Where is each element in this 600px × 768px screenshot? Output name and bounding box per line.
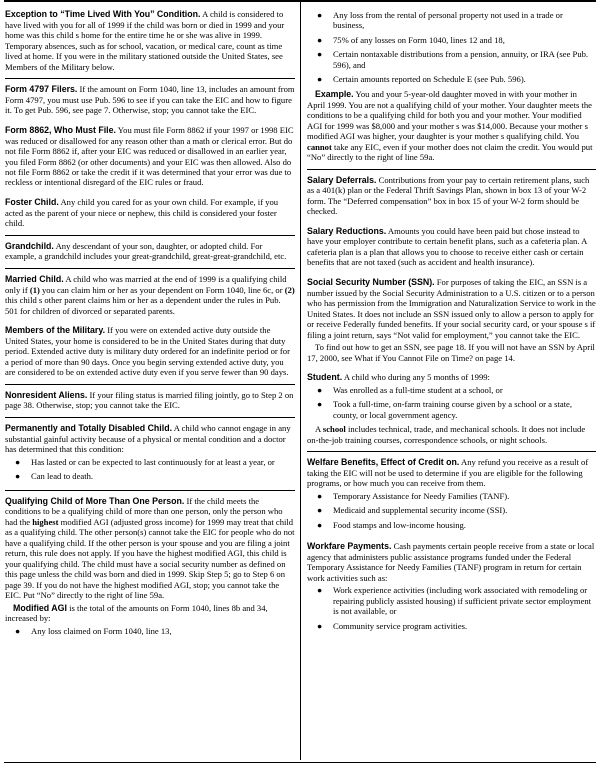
bullet-icon: ●: [317, 505, 323, 516]
salary-reductions-text: Amounts you could have been paid but chose instead to have your employer contribute to certain benefit plans, such as a cafeteria plan. A cafeteria plan is a plan that allows you to choose to receive either cash or certain benefits that are not taxed (such as accident and health insurance).: [307, 225, 587, 268]
form8862-paragraph: [5, 125, 295, 188]
student-heading: Student.: [307, 371, 343, 382]
list-item: [307, 399, 596, 420]
bullet-icon: ●: [317, 384, 323, 395]
school-text-a: A: [315, 424, 323, 435]
grandchild-text: Any descendant of your son, daughter, or adopted child. For example, a grandchild includes your great-grandchild, great-great-grandchild, etc.: [5, 240, 287, 262]
left-column: [5, 6, 295, 644]
example-text-b: take any EIC, even if your mother does not claim the credit. You would put “No” directly to the right of line 59a.: [307, 141, 593, 163]
bullet-icon: ●: [15, 625, 21, 636]
salary-deferrals-text: Contributions from your pay to certain retirement plans, such as a 401(k) plan or the Federal Thrift Savings Plan, shown in box 13 of your W-2 form. The “Deferred compensation” box in box 15 of your W-2 form should be checked.: [307, 174, 590, 217]
welfare-heading: Welfare Benefits, Effect of Credit on.: [307, 457, 460, 468]
married-text-a: A child who was married at the end of 1999 is a qualifying child only if: [5, 273, 287, 295]
list-item: [307, 505, 596, 515]
list-item: [5, 457, 295, 467]
list-item-text: Community service program activities.: [333, 620, 468, 631]
modified-paragraph: [5, 603, 295, 624]
bottom-border: [4, 762, 596, 763]
workfare-list: [307, 585, 596, 631]
modified-text: is the total of the amounts on Form 1040, lines 8b and 34, increased by:: [5, 602, 268, 624]
list-item-text: Has lasted or can be expected to last continuously for at least a year, or: [31, 456, 275, 467]
section-student: [307, 369, 596, 452]
list-item: [307, 74, 596, 84]
form4797-heading: Form 4797 Filers.: [5, 84, 78, 95]
salary-reductions-paragraph: [307, 226, 596, 268]
list-item-text: Work experience activities (including work associated with remodeling or repairing publicly assisted housing) if sufficient private sector employment is not available, or: [333, 585, 592, 617]
exception-heading: Exception to “Time Lived With You” Condition.: [5, 9, 201, 19]
qualifying-highest: highest: [32, 516, 59, 527]
example-text-a: You and your 5-year-old daughter moved in with your mother in April 1999. You are not a qualifying child of your mother. Your daughter meets the conditions to be a qualifying child for both you and your mother. Your modified AGI for 1999 was $8,000 and your mother s was $14,000. Because your mother s modified AGI was higher, your daughter is your mother s qualifying child. You: [307, 88, 592, 142]
nonresident-text: If your filing status is married filing jointly, go to Step 2 on page 38. Otherwise, stop; you cannot take the EIC.: [5, 389, 294, 411]
bullet-icon: ●: [317, 620, 323, 631]
column-divider: [300, 2, 301, 760]
nonresident-heading: Nonresident Aliens.: [5, 389, 88, 400]
section-form4797: [5, 81, 295, 122]
disabled-paragraph: [5, 423, 295, 455]
welfare-paragraph: [307, 457, 596, 489]
school-word: school: [322, 424, 346, 435]
bullet-icon: ●: [15, 471, 21, 482]
foster-paragraph: [5, 197, 295, 229]
list-item-text: Medicaid and supplemental security income (SSI).: [333, 505, 508, 516]
salary-deferrals-paragraph: [307, 175, 596, 217]
modified-heading: Modified AGI: [13, 602, 67, 613]
section-ssn: [307, 274, 596, 369]
bullet-icon: ●: [317, 74, 323, 85]
example-heading: Example.: [315, 88, 354, 99]
list-item-text: Temporary Assistance for Needy Families (TANF).: [333, 490, 510, 501]
form8862-text: You must file Form 8862 if your 1997 or 1998 EIC was reduced or disallowed for any reason other than a math or clerical error. But do not file Form 8862 if, after your EIC was reduced or disallowed in an earlier year, you filed Form 8862 (or other documents) and your EIC was then allowed. Also do not file Form 8862 or take the credit if it was determined that your error was due to reckless or intentional disregard of the EIC rules or fraud.: [5, 124, 294, 188]
list-item-text: Food stamps and low-income housing.: [333, 519, 466, 530]
military-paragraph: [5, 325, 295, 378]
ssn-paragraph: [307, 277, 596, 340]
section-welfare: [307, 454, 596, 538]
list-item: [307, 621, 596, 631]
list-item: [307, 49, 596, 70]
workfare-paragraph: [307, 541, 596, 583]
welfare-list: [307, 491, 596, 530]
foster-heading: Foster Child.: [5, 196, 59, 207]
list-item: [307, 35, 596, 45]
list-item: [307, 520, 596, 530]
ssn-text: For purposes of taking the EIC, an SSN is a number issued by the Social Security Administration to a U.S. citizen or to a person who has permission from the Immigration and Naturalization Service to work in the United States. It does not include an SSN issued only to allow a person to apply for or receive Federally funded benefits. If your social security card, or your spouse s if filing a joint return, says “Not valid for employment,” you cannot take the EIC.: [307, 276, 596, 340]
list-item-text: Took a full-time, on-farm training course given by a school or a state, county, or local government agency.: [333, 399, 572, 420]
example-paragraph: [307, 89, 596, 163]
list-item-text: 75% of any losses on Form 1040, lines 12 and 18,: [333, 34, 505, 45]
bullet-icon: ●: [317, 399, 323, 410]
form4797-text: If the amount on Form 1040, line 13, includes an amount from Form 4797, you must use Pub. 596 to see if you can take the EIC and how to figure it. To get Pub. 596, see page 7. Otherwise, stop; you cannot take the EIC.: [5, 84, 295, 116]
section-married: [5, 271, 295, 322]
list-item: [307, 585, 596, 616]
married-heading: Married Child.: [5, 273, 64, 284]
salary-reductions-heading: Salary Reductions.: [307, 225, 387, 236]
bullet-icon: ●: [317, 585, 323, 596]
exception-text: A child is considered to have lived with you for all of 1999 if the child was born or died in 1999 and your home was this child s home for the entire time he or she was alive in 1999. Temporary absences, such as for school, vacation, or medical care, count as time lived at home. If you were in the military stationed outside the United States, see Members of the Military below.: [5, 9, 285, 72]
qualifying-paragraph: [5, 496, 295, 601]
married-text-b: you can claim him or her as your dependent on Form 1040, line 6c, or: [39, 284, 285, 295]
disabled-list: [5, 457, 295, 482]
bullet-icon: ●: [317, 519, 323, 530]
disabled-heading: Permanently and Totally Disabled Child.: [5, 422, 173, 433]
section-modified-continued: [307, 6, 596, 170]
bullet-icon: ●: [317, 34, 323, 45]
form8862-heading: Form 8862, Who Must File.: [5, 124, 116, 135]
section-foster: [5, 194, 295, 236]
student-paragraph: [307, 372, 596, 383]
modified-list: [5, 626, 295, 636]
grandchild-heading: Grandchild.: [5, 240, 54, 251]
married-num2: (2): [284, 284, 295, 295]
ssn-paragraph-2: To find out how to get an SSN, see page 18. If you will not have an SSN by April 17, 2000, see What if You Cannot File on Time? on page 14.: [307, 342, 595, 363]
modified-continued-list: [307, 10, 596, 85]
form4797-paragraph: [5, 84, 295, 116]
qualifying-text-a: If the child meets the conditions to be a qualifying child of more than one person, only the person who had the: [5, 495, 283, 527]
student-text: A child who during any 5 months of 1999:: [342, 371, 490, 382]
list-item: [5, 626, 295, 636]
list-item: [307, 385, 596, 395]
married-paragraph: [5, 274, 295, 316]
military-heading: Members of the Military.: [5, 325, 106, 336]
foster-text: Any child you cared for as your own child. For example, if you acted as the parent of your niece or nephew, this child is considered your foster child.: [5, 196, 279, 229]
list-item: [307, 10, 596, 31]
bullet-icon: ●: [317, 10, 323, 20]
right-column: [307, 6, 596, 639]
military-text: If you were on extended active duty outside the United States, your home is considered to be in the United States during that duty period. Extended active duty is military duty ordered for an indefinite period or for a period of more than 90 days. Once you begin serving extended active duty, you are considered to be on extended active duty even if you serve fewer than 90 days.: [5, 325, 290, 378]
section-salary-deferrals: [307, 172, 596, 223]
list-item-text: Certain amounts reported on Schedule E (see Pub. 596).: [333, 74, 526, 85]
list-item: [5, 471, 295, 481]
grandchild-paragraph: [5, 241, 295, 262]
married-num1: (1): [29, 284, 40, 295]
bullet-icon: ●: [15, 456, 21, 467]
section-exception: [5, 6, 295, 79]
bullet-icon: ●: [317, 490, 323, 501]
section-salary-reductions: [307, 223, 596, 274]
list-item-text: Certain nontaxable distributions from a pension, annuity, or IRA (see Pub. 596), and: [333, 49, 589, 70]
list-item-text: Any loss claimed on Form 1040, line 13,: [31, 625, 172, 636]
school-text-b: includes technical, trade, and mechanical schools. It does not include on-the-job training courses, correspondence schools, or night schools.: [307, 424, 586, 445]
school-paragraph: [307, 424, 596, 445]
section-military: [5, 322, 295, 385]
example-cannot: cannot: [307, 141, 332, 152]
section-workfare: [307, 538, 596, 639]
welfare-text: Any refund you receive as a result of taking the EIC will not be used to determine if you are eligible for the following programs, or how much you can receive from them.: [307, 457, 589, 489]
list-item-text: Can lead to death.: [31, 471, 94, 482]
section-qualifying: [5, 493, 295, 645]
qualifying-heading: Qualifying Child of More Than One Person.: [5, 495, 185, 506]
list-item-text: Was enrolled as a full-time student at a school, or: [333, 384, 503, 395]
workfare-heading: Workfare Payments.: [307, 541, 392, 552]
section-grandchild: [5, 238, 295, 269]
nonresident-paragraph: [5, 390, 295, 411]
section-disabled: [5, 420, 295, 491]
salary-deferrals-heading: Salary Deferrals.: [307, 174, 377, 185]
section-nonresident: [5, 387, 295, 418]
workfare-text: Cash payments certain people receive from a state or local agency that administers public assistance programs funded under the Federal Temporary Assistance for Needy Families (TANF) program in return for certain work activities such as:: [307, 541, 595, 583]
list-item-text: Any loss from the rental of personal property not used in a trade or business,: [333, 10, 563, 31]
disabled-text: A child who cannot engage in any substantial gainful activity because of a physical or mental condition and a doctor has determined that this condition:: [5, 422, 291, 455]
married-text-c: this child s other parent claims him or her as a dependent under the rules in Pub. 501 for children of divorced or separated parents.: [5, 295, 281, 316]
list-item: [307, 491, 596, 501]
bullet-icon: ●: [317, 49, 323, 60]
qualifying-text-b: modified AGI (adjusted gross income) for 1999 may treat that child as a qualifying child. The other person(s) cannot take the EIC for people who do not have a qualifying child. If the other person is your spouse and you are filing a joint return, this rule does not apply. If you have the highest modified AGI, this child is your qualifying child. The child must have a social security number as defined on this page unless the child was born and died in 1999. Skip Step 5; go to Step 6 on page 39. If you do not have the highest modified AGI, stop; you cannot take the EIC. Put “No” directly to the right of line 59a.: [5, 516, 295, 601]
exception-paragraph: [5, 9, 295, 72]
ssn-heading: Social Security Number (SSN).: [307, 276, 435, 287]
section-form8862: [5, 122, 295, 194]
student-list: [307, 385, 596, 420]
